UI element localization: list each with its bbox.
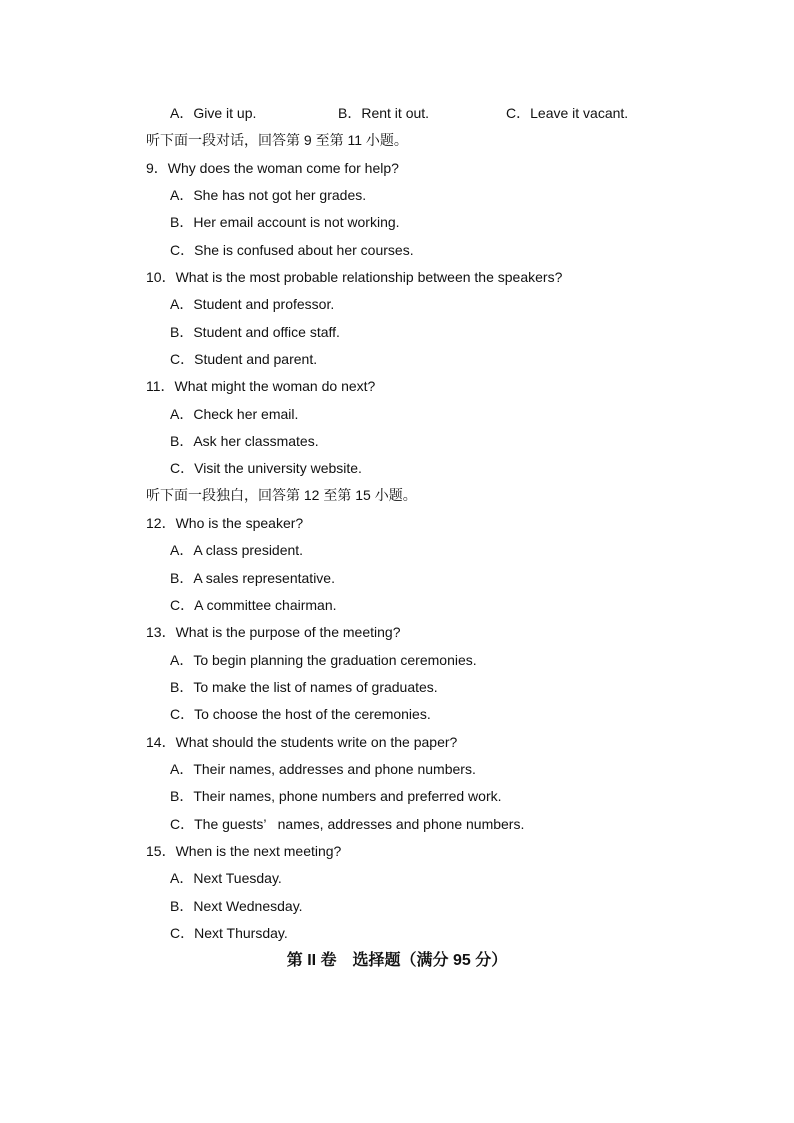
top-option-a: A．Give it up. — [170, 105, 257, 121]
section-heading-dialogue: 听下面一段对话，回答第 9 至第 11 小题。 — [146, 132, 408, 148]
question-9-option-c: C．She is confused about her courses. — [170, 242, 414, 258]
question-12-option-b: B．A sales representative. — [170, 570, 335, 586]
question-13: 13．What is the purpose of the meeting? — [146, 624, 401, 640]
section-heading-monologue: 听下面一段独白，回答第 12 至第 15 小题。 — [146, 487, 417, 503]
question-10: 10．What is the most probable relationship between the speakers? — [146, 269, 563, 285]
question-14: 14．What should the students write on the paper? — [146, 734, 458, 750]
question-13-option-a: A．To begin planning the graduation ceremonies. — [170, 652, 477, 668]
question-15-option-a: A．Next Tuesday. — [170, 870, 282, 886]
question-10-option-a: A．Student and professor. — [170, 296, 335, 312]
part-title: 第 II 卷 选择题（满分 95 分） — [286, 952, 508, 969]
top-option-c: C．Leave it vacant. — [506, 105, 629, 121]
question-11: 11．What might the woman do next? — [146, 378, 376, 394]
question-14-option-a: A．Their names, addresses and phone numbers. — [170, 761, 476, 777]
question-10-option-c: C．Student and parent. — [170, 351, 318, 367]
question-11-option-c: C．Visit the university website. — [170, 460, 362, 476]
question-14-option-c: C．The guests’ names, addresses and phone numbers. — [170, 816, 525, 832]
question-9-option-a: A．She has not got her grades. — [170, 187, 367, 203]
question-11-option-b: B．Ask her classmates. — [170, 433, 319, 449]
top-option-b: B．Rent it out. — [338, 105, 430, 121]
question-12-option-a: A．A class president. — [170, 542, 304, 558]
question-13-option-c: C．To choose the host of the ceremonies. — [170, 706, 431, 722]
question-11-option-a: A．Check her email. — [170, 406, 299, 422]
question-15-option-c: C．Next Thursday. — [170, 925, 288, 941]
question-12-option-c: C．A committee chairman. — [170, 597, 337, 613]
question-9: 9．Why does the woman come for help? — [146, 160, 399, 176]
question-14-option-b: B．Their names, phone numbers and preferred work. — [170, 788, 502, 804]
question-12: 12．Who is the speaker? — [146, 515, 304, 531]
question-9-option-b: B．Her email account is not working. — [170, 214, 400, 230]
question-15: 15．When is the next meeting? — [146, 843, 342, 859]
question-13-option-b: B．To make the list of names of graduates. — [170, 679, 438, 695]
question-15-option-b: B．Next Wednesday. — [170, 898, 303, 914]
question-10-option-b: B．Student and office staff. — [170, 324, 340, 340]
